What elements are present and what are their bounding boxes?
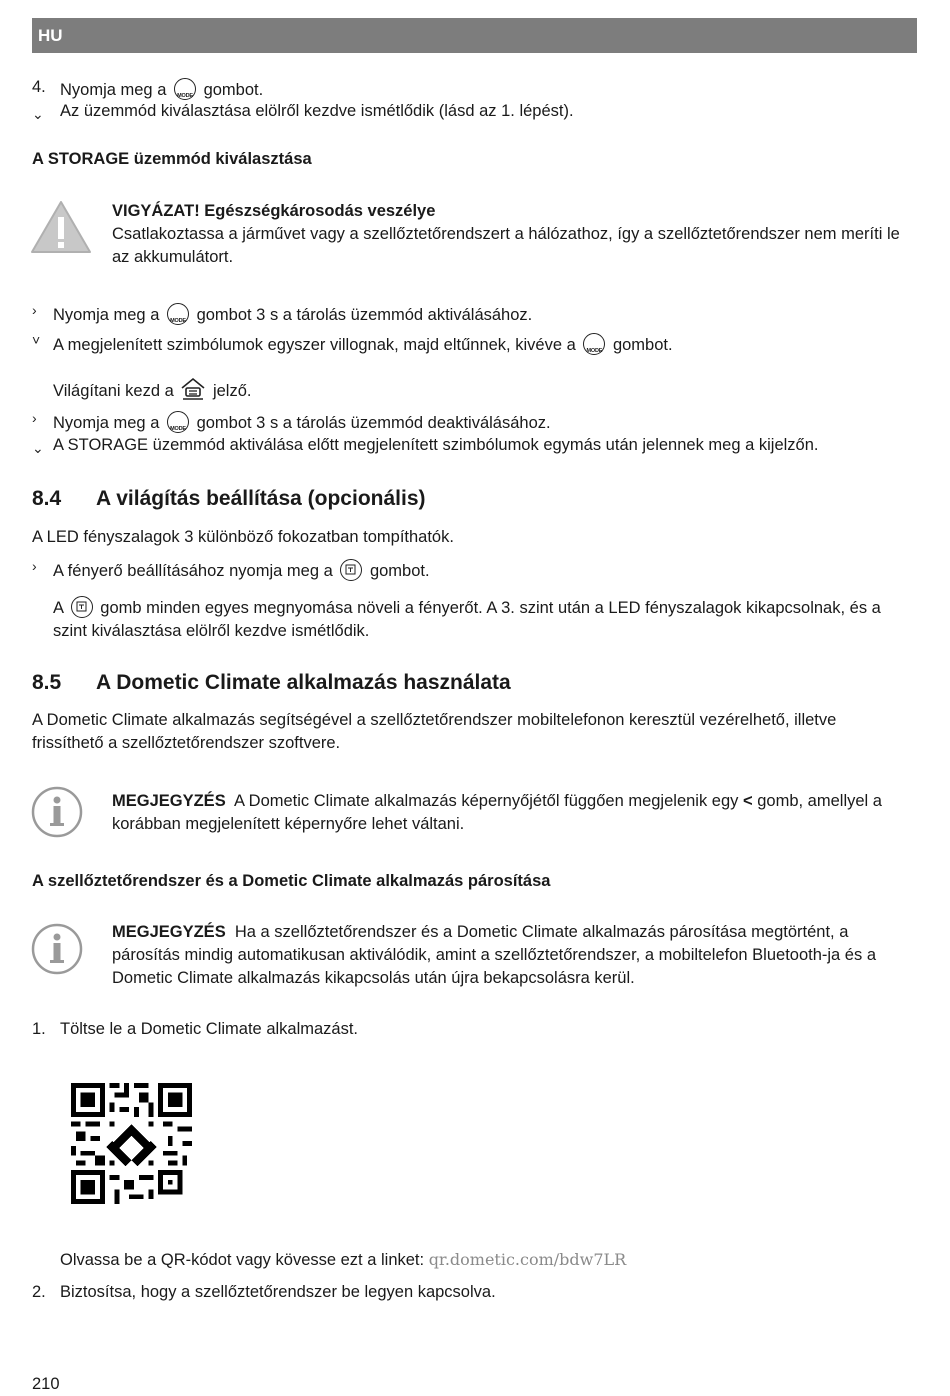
language-header-bar: [32, 18, 917, 53]
qr-link[interactable]: qr.dometic.com/bdw7LR: [428, 1250, 627, 1269]
warning-body: Csatlakoztassa a járművet vagy a szellőztetőrendszert a hálózathoz, így a szellőztetőrendszer nem meríti le az akkumulátort.: [112, 225, 900, 266]
info-icon: [31, 786, 83, 843]
lighting-step: A fényerő beállításához nyomja meg a gombot.: [53, 559, 430, 583]
note-1-line-1: MEGJEGYZÉS A Dometic Climate alkalmazás képernyőjétől függően megjelenik egy < gomb, amellyel a: [112, 792, 882, 810]
storage-result-1: A megjelenített szimbólumok egyszer villognak, majd eltűnnek, kivéve a MODE gombot.: [53, 333, 673, 357]
mode-button-icon: MODE: [167, 411, 189, 433]
note-2-line-1: MEGJEGYZÉS Ha a szellőztetőrendszer és a Dometic Climate alkalmazás párosítása megtörtént, a: [112, 923, 849, 941]
section-title: A világítás beállítása (opcionális): [96, 487, 426, 510]
light-button-icon: [71, 596, 93, 618]
download-step: Töltse le a Dometic Climate alkalmazást.: [60, 1020, 359, 1038]
result-arrow-icon: ⌄: [32, 106, 44, 122]
note-2-line-2: párosítás mindig automatikusan aktiválódik, amint a szellőztetőrendszer, a mobiltelefon Bluetooth-ja és a: [112, 946, 876, 964]
mode-button-icon: MODE: [583, 333, 605, 355]
language-label: HU: [38, 26, 63, 45]
step-number: 4.: [32, 78, 46, 96]
warning-title: VIGYÁZAT! Egészségkárosodás veszélye: [112, 202, 436, 220]
qr-instruction: Olvassa be a QR-kódot vagy kövesse ezt a linket: qr.dometic.com/bdw7LR: [60, 1250, 627, 1269]
info-icon: [31, 923, 83, 980]
power-on-step: Biztosítsa, hogy a szellőztetőrendszer be legyen kapcsolva.: [60, 1283, 496, 1301]
action-arrow-icon: ›: [32, 302, 37, 318]
section-number: 8.5: [32, 671, 62, 694]
action-arrow-icon: ›: [32, 410, 37, 426]
action-arrow-icon: ›: [32, 558, 37, 574]
section-intro-line-2: frissíthető a szellőztetőrendszer szoftvere.: [32, 734, 341, 752]
section-title: A Dometic Climate alkalmazás használata: [96, 671, 511, 694]
note-2-line-3: Dometic Climate alkalmazás kikapcsolás után újra bekapcsolásra kerül.: [112, 969, 635, 987]
storage-step-1: Nyomja meg a MODE gombot 3 s a tárolás üzemmód aktiválásához.: [53, 303, 532, 327]
mode-button-icon: MODE: [167, 303, 189, 325]
storage-step-2: Nyomja meg a MODE gombot 3 s a tárolás üzemmód deaktiválásához.: [53, 411, 551, 435]
warning-triangle-icon: [30, 200, 92, 259]
section-intro-line-1: A Dometic Climate alkalmazás segítségével a szellőztetőrendszer mobiltelefonon keresztül vezérelhető, illetve: [32, 711, 837, 729]
lighting-description: A gomb minden egyes megnyomása növeli a fényerőt. A 3. szint után a LED fényszalagok kikapcsolnak, és a szint kiválasztása elölről kezdve ismétlődik.: [53, 596, 917, 643]
mode-button-icon: MODE: [174, 78, 196, 100]
result-text: Az üzemmód kiválasztása elölről kezdve ismétlődik (lásd az 1. lépést).: [60, 102, 574, 120]
step-number: 2.: [32, 1283, 46, 1301]
step-text-pre: Nyomja meg a: [60, 81, 167, 99]
storage-indicator-text: Világítani kezd a jelző.: [53, 377, 252, 408]
light-button-icon: [340, 559, 362, 581]
step-text-post: gombot.: [203, 81, 264, 99]
step-number: 1.: [32, 1020, 46, 1038]
subsection-title: A STORAGE üzemmód kiválasztása: [32, 150, 312, 168]
subsection-title: A szellőztetőrendszer és a Dometic Climate alkalmazás párosítása: [32, 872, 551, 890]
page-number: 210: [32, 1375, 60, 1393]
qr-code: [71, 1083, 192, 1209]
section-number: 8.4: [32, 487, 62, 510]
result-arrow-icon: ˅: [32, 332, 41, 348]
storage-result-2: A STORAGE üzemmód aktiválása előtt megjelenített szimbólumok egymás után jelennek meg a kijelzőn.: [53, 436, 819, 454]
storage-indicator-icon: [180, 377, 206, 408]
note-1-line-2: korábban megjelenített képernyőre lehet váltani.: [112, 815, 465, 833]
step-4-text: [60, 78, 263, 102]
result-arrow-icon: ⌄: [32, 440, 44, 456]
section-intro: A LED fényszalagok 3 különböző fokozatban tompíthatók.: [32, 528, 454, 546]
